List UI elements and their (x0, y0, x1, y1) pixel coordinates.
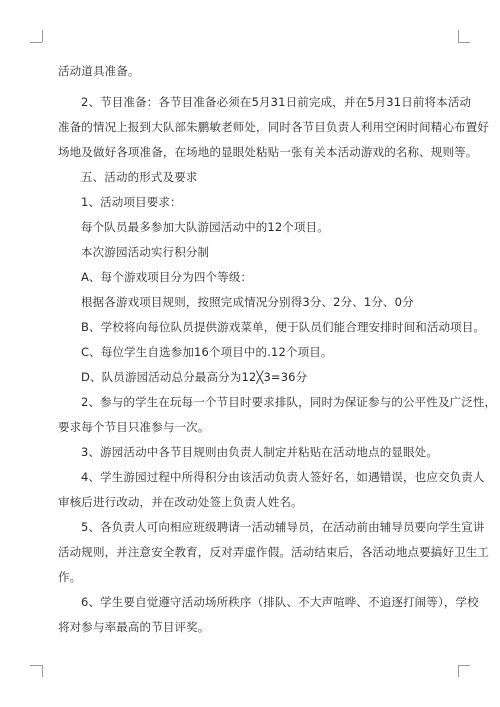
text-line: 作。 (58, 570, 82, 584)
text-line: 4、学生游园过程中所得积分由该活动负责人签好名，如遇错误，也应交负责人 (81, 470, 485, 484)
text-line: 将对参与率最高的节目评奖。 (58, 620, 210, 634)
crop-mark-top-left-v (42, 30, 43, 42)
text-line: 要求每个节目只准参与一次。 (58, 420, 210, 434)
crop-mark-bottom-left-v (42, 665, 43, 677)
text-line: 本次游园活动实行积分制 (81, 245, 210, 259)
text-line: 3、游园活动中各节目规则由负责人制定并粘贴在活动地点的显眼处。 (81, 445, 438, 459)
text-line: 场地及做好各项准备，在场地的显眼处粘贴一张有关本活动游戏的名称、规则等。 (58, 145, 478, 159)
crop-mark-bottom-left-h (30, 665, 42, 666)
text-line: B、学校将向每位队员提供游戏菜单，便于队员们能合理安排时间和活动项目。 (81, 320, 486, 334)
crop-mark-top-right-v (458, 30, 459, 42)
crop-mark-top-right-h (458, 42, 470, 43)
crop-mark-bottom-right-v (458, 665, 459, 677)
crop-mark-top-left-h (30, 42, 42, 43)
document-body (58, 63, 497, 635)
text-line: 5、各负责人可向相应班级聘请一活动辅导员，在活动前由辅导员要向学生宣讲 (81, 520, 485, 534)
text-line: D、队员游园活动总分最高分为12╳3=36分 (81, 370, 308, 384)
section-heading: 五、活动的形式及要求 (81, 170, 198, 184)
text-line: 审核后进行改动，并在改动处签上负责人姓名。 (58, 495, 303, 509)
text-line: 每个队员最多参加大队游园活动中的12个项目。 (81, 220, 329, 234)
text-line: 准备的情况上报到大队部朱鹏敏老师处，同时各节目负责人利用空闲时间精心布置好 (58, 120, 490, 134)
text-line: 根据各游戏项目规则，按照完成情况分别得3分、2分、1分、0分 (81, 295, 414, 309)
crop-mark-bottom-right-h (458, 665, 470, 666)
text-line: A、每个游戏项目分为四个等级： (81, 270, 253, 284)
text-line: 2、参与的学生在玩每一个节目时要求排队，同时为保证参与的公平性及广泛性， (81, 395, 497, 409)
text-line: 活动道具准备。 (58, 64, 140, 78)
text-line: 2、节目准备：各节目准备必须在5月31日前完成，并在5月31日前将本活动 (81, 95, 472, 109)
text-line: 1、活动项目要求： (81, 195, 182, 209)
text-line: 活动规则，并注意安全教育，反对弄虚作假。活动结束后，各活动地点要搞好卫生工 (58, 545, 490, 559)
text-line: C、每位学生自选参加16个项目中的.12个项目。 (81, 345, 333, 359)
text-line: 6、学生要自觉遵守活动场所秩序（排队、不大声喧哗、不追逐打闹等），学校 (81, 595, 479, 609)
